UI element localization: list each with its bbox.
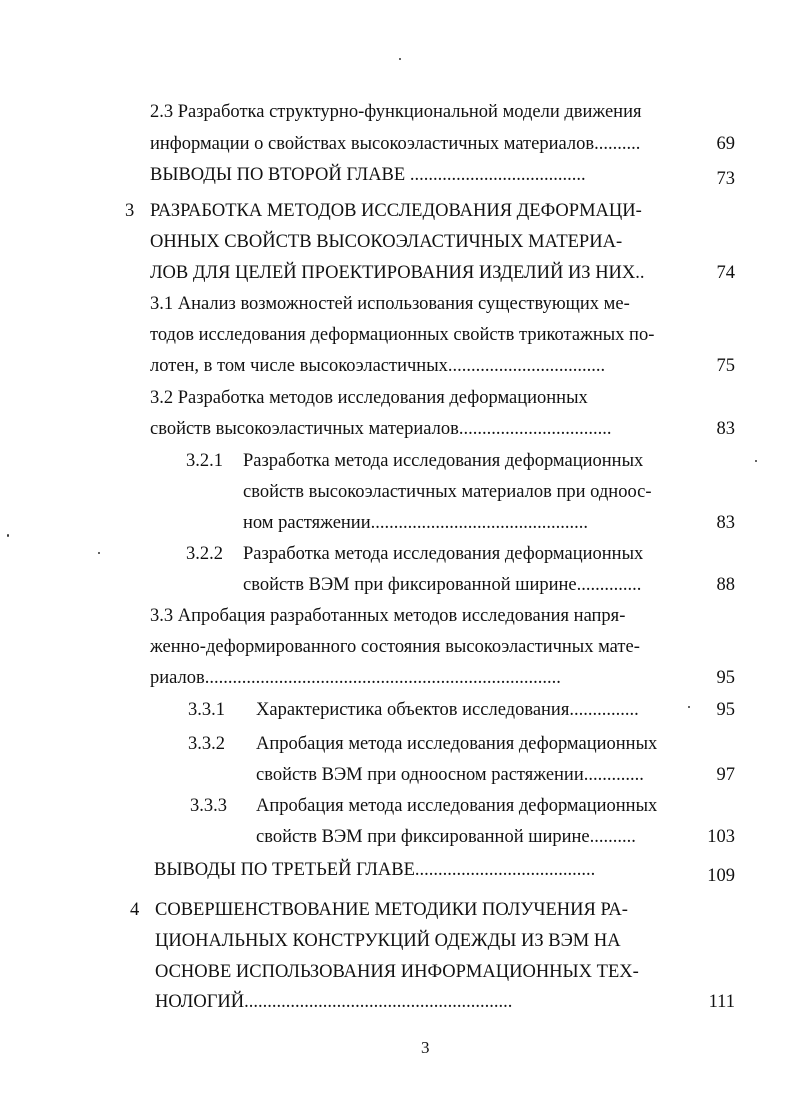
toc-entry-3-2-1-line1: Разработка метода исследования деформационных (243, 451, 644, 471)
toc-entry-3-2-2-page: 88 (716, 575, 735, 595)
toc-entry-3-3-1-page: 95 (716, 700, 735, 720)
toc-entry-2-3-page: 69 (716, 134, 735, 154)
toc-entry-3-2-1-line3: ном растяжении............................................... (243, 513, 588, 533)
toc-entry-3-2-1-page: 83 (716, 513, 735, 533)
toc-entry-3-2-2-number: 3.2.2 (186, 544, 223, 564)
toc-entry-3-3-2-line1: Апробация метода исследования деформационных (256, 734, 658, 754)
toc-entry-3-2-page: 83 (716, 419, 735, 439)
toc-entry-conclusions-ch2: ВЫВОДЫ ПО ВТОРОЙ ГЛАВЕ ...................................... (150, 165, 586, 185)
toc-entry-3-3-3-line2: свойств ВЭМ при фиксированной ширине.......... (256, 827, 636, 847)
toc-entry-3-3-2-number: 3.3.2 (188, 734, 225, 754)
scan-speck (399, 58, 401, 60)
toc-entry-3-2-1-line2: свойств высокоэластичных материалов при одноос- (243, 482, 652, 502)
toc-entry-3-3-line3: риалов............................................................................. (150, 668, 561, 688)
toc-entry-3-3-3-line1: Апробация метода исследования деформационных (256, 796, 658, 816)
toc-entry-3-2-2-line2: свойств ВЭМ при фиксированной ширине.............. (243, 575, 642, 595)
toc-entry-3-2-2-line1: Разработка метода исследования деформационных (243, 544, 644, 564)
toc-entry-conclusions-ch2-page: 73 (716, 169, 735, 189)
toc-entry-3-2-1-number: 3.2.1 (186, 451, 223, 471)
toc-entry-3-3-1-line1: Характеристика объектов исследования............... (256, 700, 639, 720)
toc-entry-3-3-2-page: 97 (716, 765, 735, 785)
toc-chapter-4-line1: СОВЕРШЕНСТВОВАНИЕ МЕТОДИКИ ПОЛУЧЕНИЯ РА- (155, 900, 628, 920)
toc-chapter-4-page: 111 (708, 992, 735, 1012)
toc-entry-3-1-line2: тодов исследования деформационных свойств трикотажных по- (150, 325, 655, 345)
toc-chapter-4-line3: ОСНОВЕ ИСПОЛЬЗОВАНИЯ ИНФОРМАЦИОННЫХ ТЕХ- (155, 962, 639, 982)
toc-chapter-4-line4: НОЛОГИЙ.......................................................... (155, 992, 513, 1012)
toc-entry-3-1-page: 75 (716, 356, 735, 376)
toc-chapter-3-number: 3 (125, 201, 135, 221)
page-number: 3 (421, 1038, 430, 1057)
toc-chapter-4-line2: ЦИОНАЛЬНЫХ КОНСТРУКЦИЙ ОДЕЖДЫ ИЗ ВЭМ НА (155, 931, 621, 951)
toc-entry-conclusions-ch3: ВЫВОДЫ ПО ТРЕТЬЕЙ ГЛАВЕ....................................... (154, 860, 596, 880)
toc-entry-3-3-line1: 3.3 Апробация разработанных методов исследования напря- (150, 606, 626, 626)
toc-chapter-3-line2: ОННЫХ СВОЙСТВ ВЫСОКОЭЛАСТИЧНЫХ МАТЕРИА- (150, 232, 623, 252)
toc-entry-3-1-line1: 3.1 Анализ возможностей использования существующих ме- (150, 294, 630, 314)
toc-entry-3-2-line2: свойств высокоэластичных материалов................................. (150, 419, 612, 439)
scan-speck (755, 460, 757, 462)
scan-speck (7, 534, 9, 537)
toc-chapter-3-line3: ЛОВ ДЛЯ ЦЕЛЕЙ ПРОЕКТИРОВАНИЯ ИЗДЕЛИЙ ИЗ НИХ.. (150, 263, 645, 283)
toc-entry-3-3-1-number: 3.3.1 (188, 700, 225, 720)
toc-entry-3-1-line3: лотен, в том числе высокоэластичных.................................. (150, 356, 606, 376)
toc-entry-conclusions-ch3-page: 109 (707, 866, 735, 886)
scan-speck (98, 552, 100, 554)
toc-entry-3-3-3-number: 3.3.3 (190, 796, 227, 816)
toc-entry-3-2-line1: 3.2 Разработка методов исследования деформационных (150, 388, 588, 408)
toc-entry-3-3-3-page: 103 (707, 827, 735, 847)
toc-entry-2-3-line2: информации о свойствах высокоэластичных материалов.......... (150, 134, 641, 154)
toc-entry-3-3-page: 95 (716, 668, 735, 688)
toc-entry-2-3-line1: 2.3 Разработка структурно-функциональной модели движения (150, 102, 642, 122)
toc-chapter-3-page: 74 (716, 263, 735, 283)
toc-chapter-4-number: 4 (130, 900, 140, 920)
toc-entry-3-3-2-line2: свойств ВЭМ при одноосном растяжении............. (256, 765, 644, 785)
toc-chapter-3-line1: РАЗРАБОТКА МЕТОДОВ ИССЛЕДОВАНИЯ ДЕФОРМАЦИ- (150, 201, 642, 221)
toc-entry-3-3-line2: женно-деформированного состояния высокоэластичных мате- (150, 637, 640, 657)
